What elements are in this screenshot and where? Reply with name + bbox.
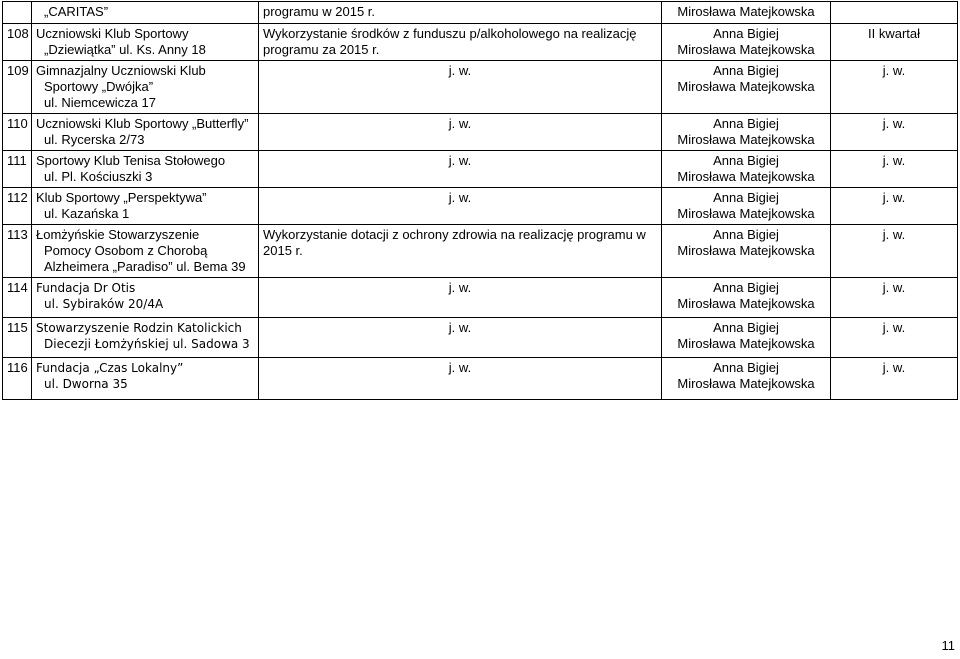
row-number: 111 bbox=[3, 151, 32, 188]
organization-name bbox=[32, 114, 259, 151]
responsible-persons bbox=[662, 358, 831, 400]
organization-name-line: Fundacja „Czas Lokalny” bbox=[36, 361, 184, 375]
row-number bbox=[3, 2, 32, 24]
organization-name-line: ul. Sybiraków 20/4A bbox=[44, 297, 164, 311]
table-row bbox=[3, 278, 958, 318]
responsible-person: Mirosława Matejkowska bbox=[677, 169, 815, 184]
table-row bbox=[3, 114, 958, 151]
table-row bbox=[3, 24, 958, 61]
responsible-person: Mirosława Matejkowska bbox=[677, 206, 815, 221]
deadline: II kwartał bbox=[831, 24, 958, 61]
row-number: 113 bbox=[3, 225, 32, 278]
organization-name bbox=[32, 318, 259, 358]
responsible-person: Mirosława Matejkowska bbox=[677, 42, 815, 57]
responsible-person: Mirosława Matejkowska bbox=[677, 132, 815, 147]
table-row bbox=[3, 188, 958, 225]
organization-name-line: Klub Sportowy „Perspektywa” bbox=[36, 190, 207, 205]
task-table bbox=[2, 1, 958, 400]
organization-name-line: Uczniowski Klub Sportowy bbox=[36, 26, 189, 41]
responsible-person: Anna Bigiej bbox=[713, 26, 779, 41]
organization-name bbox=[32, 61, 259, 114]
row-number: 114 bbox=[3, 278, 32, 318]
deadline: j. w. bbox=[831, 151, 958, 188]
responsible-person: Anna Bigiej bbox=[713, 280, 779, 295]
responsible-persons bbox=[662, 151, 831, 188]
responsible-persons bbox=[662, 318, 831, 358]
responsible-person: Anna Bigiej bbox=[713, 153, 779, 168]
responsible-persons bbox=[662, 2, 831, 24]
task-description: j. w. bbox=[259, 151, 662, 188]
table-row bbox=[3, 318, 958, 358]
responsible-person: Mirosława Matejkowska bbox=[677, 376, 815, 391]
organization-name-line: Sportowy Klub Tenisa Stołowego bbox=[36, 153, 226, 168]
organization-name bbox=[32, 225, 259, 278]
organization-name-line: Fundacja Dr Otis bbox=[36, 281, 136, 295]
deadline: j. w. bbox=[831, 358, 958, 400]
deadline bbox=[831, 2, 958, 24]
responsible-person: Anna Bigiej bbox=[713, 227, 779, 242]
row-number: 112 bbox=[3, 188, 32, 225]
deadline: j. w. bbox=[831, 114, 958, 151]
task-description: programu w 2015 r. bbox=[259, 2, 662, 24]
organization-name-line: Gimnazjalny Uczniowski Klub bbox=[36, 63, 206, 78]
responsible-persons bbox=[662, 225, 831, 278]
table-row bbox=[3, 61, 958, 114]
responsible-person: Mirosława Matejkowska bbox=[677, 243, 815, 258]
organization-name-line: Diecezji Łomżyńskiej ul. Sadowa 3 bbox=[44, 337, 250, 351]
organization-name-line: ul. Pl. Kościuszki 3 bbox=[44, 169, 153, 184]
row-number: 115 bbox=[3, 318, 32, 358]
task-description: Wykorzystanie środków z funduszu p/alkoholowego na realizację programu za 2015 r. bbox=[259, 24, 662, 61]
responsible-persons bbox=[662, 188, 831, 225]
responsible-persons bbox=[662, 24, 831, 61]
organization-name-line: Łomżyńskie Stowarzyszenie bbox=[36, 227, 200, 242]
responsible-person: Anna Bigiej bbox=[713, 360, 779, 375]
deadline: j. w. bbox=[831, 318, 958, 358]
organization-name-line: Sportowy „Dwójka” bbox=[44, 79, 154, 94]
responsible-persons bbox=[662, 278, 831, 318]
task-description: j. w. bbox=[259, 188, 662, 225]
task-description: j. w. bbox=[259, 278, 662, 318]
task-description: j. w. bbox=[259, 358, 662, 400]
organization-name bbox=[32, 24, 259, 61]
responsible-person: Mirosława Matejkowska bbox=[677, 296, 815, 311]
organization-name bbox=[32, 188, 259, 225]
organization-name-line: „Dziewiątka” ul. Ks. Anny 18 bbox=[44, 42, 206, 57]
task-description: j. w. bbox=[259, 114, 662, 151]
organization-name bbox=[32, 2, 259, 24]
responsible-person: Anna Bigiej bbox=[713, 116, 779, 131]
row-number: 116 bbox=[3, 358, 32, 400]
responsible-person: Anna Bigiej bbox=[713, 320, 779, 335]
organization-name-line: „CARITAS” bbox=[44, 4, 109, 19]
task-description: j. w. bbox=[259, 61, 662, 114]
responsible-person: Mirosława Matejkowska bbox=[677, 79, 815, 94]
organization-name-line: ul. Dworna 35 bbox=[44, 377, 128, 391]
organization-name-line: Alzheimera „Paradiso” ul. Bema 39 bbox=[44, 259, 246, 274]
organization-name-line: Stowarzyszenie Rodzin Katolickich bbox=[36, 321, 242, 335]
row-number: 108 bbox=[3, 24, 32, 61]
table-row bbox=[3, 225, 958, 278]
deadline: j. w. bbox=[831, 188, 958, 225]
organization-name bbox=[32, 278, 259, 318]
organization-name-line: ul. Rycerska 2/73 bbox=[44, 132, 145, 147]
task-description: Wykorzystanie dotacji z ochrony zdrowia na realizację programu w 2015 r. bbox=[259, 225, 662, 278]
organization-name-line: Uczniowski Klub Sportowy „Butterfly” bbox=[36, 116, 249, 131]
organization-name-line: ul. Niemcewicza 17 bbox=[44, 95, 156, 110]
organization-name-line: Pomocy Osobom z Chorobą bbox=[44, 243, 208, 258]
responsible-person: Mirosława Matejkowska bbox=[677, 4, 815, 19]
page-number: 11 bbox=[941, 638, 955, 653]
table-row bbox=[3, 358, 958, 400]
organization-name bbox=[32, 358, 259, 400]
responsible-person: Anna Bigiej bbox=[713, 190, 779, 205]
row-number: 109 bbox=[3, 61, 32, 114]
task-description: j. w. bbox=[259, 318, 662, 358]
organization-name bbox=[32, 151, 259, 188]
deadline: j. w. bbox=[831, 61, 958, 114]
responsible-person: Anna Bigiej bbox=[713, 63, 779, 78]
row-number: 110 bbox=[3, 114, 32, 151]
responsible-persons bbox=[662, 114, 831, 151]
table-row bbox=[3, 151, 958, 188]
responsible-persons bbox=[662, 61, 831, 114]
table-row bbox=[3, 2, 958, 24]
deadline: j. w. bbox=[831, 278, 958, 318]
organization-name-line: ul. Kazańska 1 bbox=[44, 206, 130, 221]
responsible-person: Mirosława Matejkowska bbox=[677, 336, 815, 351]
deadline: j. w. bbox=[831, 225, 958, 278]
